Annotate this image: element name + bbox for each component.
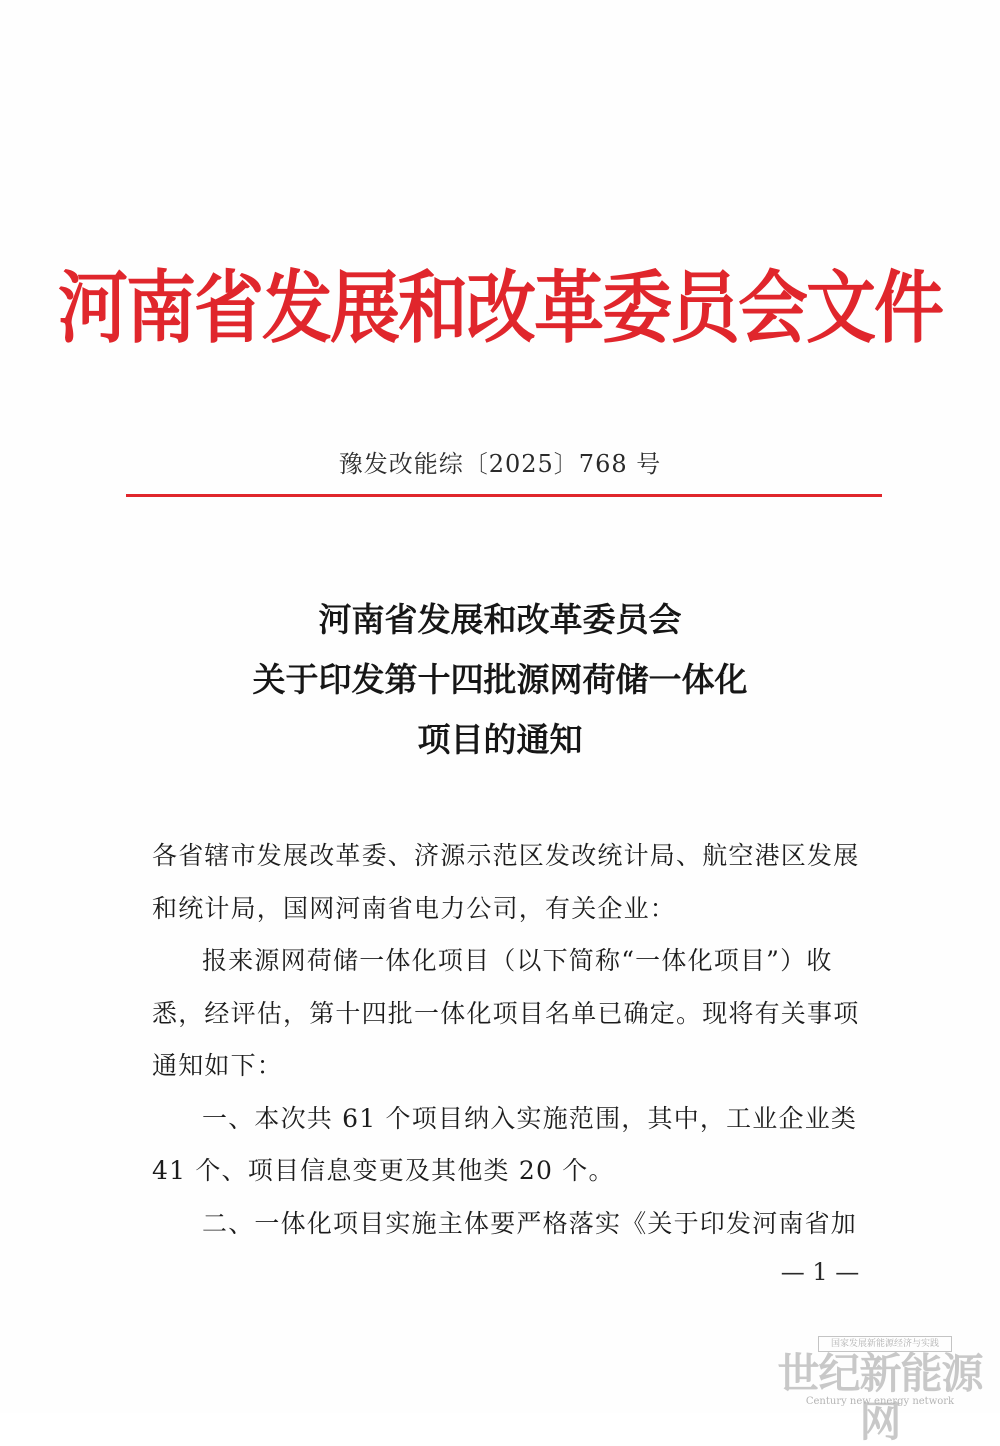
notice-title xyxy=(0,590,1000,770)
title-line-3: 项目的通知 xyxy=(417,720,583,759)
document-number: 豫发改能综〔2025〕768 号 xyxy=(338,450,662,478)
title-line-1: 河南省发展和改革委员会 xyxy=(318,600,682,639)
watermark-english: Century new energy network xyxy=(805,1396,955,1407)
salutation: 各省辖市发展改革委、济源示范区发改统计局、航空港区发展和统计局，国网河南省电力公司，有关企业： xyxy=(152,841,860,923)
body-paragraph: 一、本次共 61 个项目纳入实施范围，其中，工业企业类 41 个、项目信息变更及其他类 20 个。 xyxy=(152,1103,858,1185)
body-paragraph: 报来源网荷储一体化项目（以下简称“一体化项目”）收悉，经评估，第十四批一体化项目名单已确定。现将有关事项通知如下： xyxy=(152,946,860,1080)
body-paragraph: 二、一体化项目实施主体要严格落实《关于印发河南省加 xyxy=(202,1208,858,1238)
red-divider-line xyxy=(126,494,882,497)
watermark-logo xyxy=(770,1336,990,1446)
masthead-title: 河南省发展和改革委员会文件 xyxy=(58,260,942,354)
page-number: — 1 — xyxy=(780,1258,860,1286)
title-line-2: 关于印发第十四批源网荷储一体化 xyxy=(252,660,748,699)
watermark-tagline: 国家发展新能源经济与实践 xyxy=(818,1336,952,1352)
notice-body xyxy=(152,830,860,1250)
watermark-name: 世纪新能源网 xyxy=(777,1349,983,1446)
